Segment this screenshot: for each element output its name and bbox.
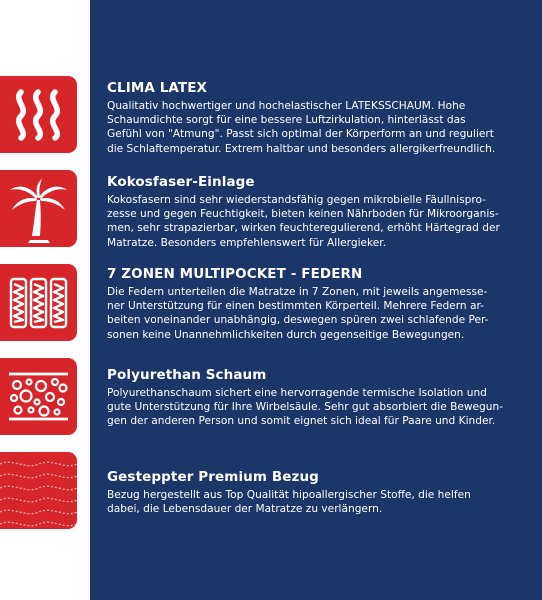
premium-bezug-tile	[0, 452, 77, 529]
feature-kokosfaser	[107, 174, 535, 250]
description-line: ner Unterstützung für einen bestimmten Körperteil. Mehrere Federn ar-	[107, 300, 484, 313]
description-line: die Schlaftemperatur. Extrem haltbar und besonders allergikerfreundlich.	[107, 142, 496, 155]
description-line: Die Federn unterteilen die Matratze in 7 Zonen, mit jeweils angemesse-	[107, 286, 488, 298]
feature-polyurethan	[107, 367, 535, 429]
clima-latex-tile	[0, 76, 77, 153]
feature-title: Polyurethan Schaum	[107, 367, 267, 383]
pocket-springs-icon	[0, 264, 77, 341]
multipocket-tile	[0, 264, 77, 341]
feature-title: Gesteppter Premium Bezug	[107, 469, 319, 485]
feature-description	[107, 386, 535, 429]
description-line: gute Unterstützung für Ihre Wirbelsäule. Sehr gut absorbiert die Bewegun-	[107, 401, 504, 414]
feature-premium-bezug	[107, 469, 535, 516]
description-line: gen der anderen Person und somit eignet sich ideal für Paare und Kinder.	[107, 415, 496, 428]
palm-tree-icon	[0, 170, 77, 247]
description-line: Matratze. Besonders empfehlenswert für Allergieker.	[107, 236, 387, 249]
description-line: Kokosfasern sind sehr wiederstandsfähig gegen mikrobielle Fäullnispro-	[107, 194, 486, 206]
description-line: Gefühl von "Atmung". Passt sich optimal der Körperform an und reguliert	[107, 128, 494, 141]
description-line: sonen keine Unannehmlichkeiten durch gegenseitige Bewegungen.	[107, 328, 465, 341]
feature-title: 7 ZONEN MULTIPOCKET - FEDERN	[107, 266, 363, 282]
feature-description	[107, 193, 535, 250]
description-line: men, sehr strapazierbar, wirken feuchteregulierend, erhöht Härtegrad der	[107, 222, 500, 235]
description-line: dabei, die Lebensdauer der Matratze zu verlängern.	[107, 503, 383, 516]
description-line: Schaumdichte sorgt für eine bessere Luftzirkulation, hinterlässt das	[107, 114, 466, 127]
feature-title: Kokosfaser-Einlage	[107, 174, 255, 190]
feature-multipocket	[107, 266, 535, 342]
feature-description	[107, 285, 535, 342]
heat-waves-icon	[0, 76, 77, 153]
description-line: Qualitativ hochwertiger und hochelastischer LATEKSSCHAUM. Hohe	[107, 100, 466, 112]
feature-title: CLIMA LATEX	[107, 80, 208, 96]
description-line: Polyurethanschaum sichert eine hervorragende termische Isolation und	[107, 387, 487, 399]
description-line: beiten voneinander unabhängig, deswegen spüren zwei schlafende Per-	[107, 314, 489, 327]
feature-description	[107, 488, 535, 516]
foam-bubbles-icon	[0, 358, 77, 435]
description-line: zesse und gegen Feuchtigkeit, bieten keinen Nährboden für Mikroorganis-	[107, 208, 499, 221]
quilted-fabric-icon	[0, 452, 77, 529]
kokosfaser-tile	[0, 170, 77, 247]
feature-clima-latex	[107, 80, 535, 156]
polyurethan-tile	[0, 358, 77, 435]
feature-description	[107, 99, 535, 156]
description-line: Bezug hergestellt aus Top Qualität hipoallergischer Stoffe, die helfen	[107, 489, 471, 501]
